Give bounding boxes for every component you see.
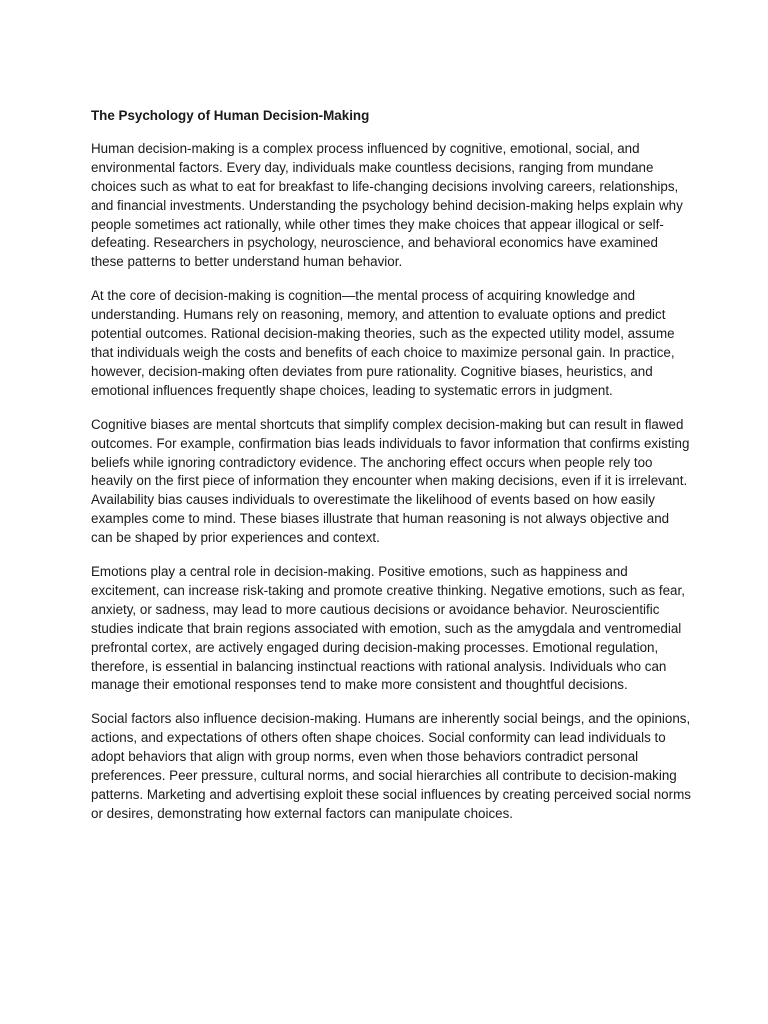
paragraph-cognition: At the core of decision-making is cognition—the mental process of acquiring knowledge and understanding. Humans rely on reasoning, memory, and attention to evaluate options and predict potential outcomes. Rational decision-making theories, such as the expected utility model, assume that individuals weigh the costs and benefits of each choice to maximize personal gain. In practice, however, decision-making often deviates from pure rationality. Cognitive biases, heuristics, and emotional influences frequently shape choices, leading to systematic errors in judgment. [91, 288, 675, 398]
document-body [91, 107, 691, 839]
document-title: The Psychology of Human Decision-Making [91, 108, 370, 123]
paragraph-social-factors: Social factors also influence decision-making. Humans are inherently social beings, and the opinions, actions, and expectations of others often shape choices. Social conformity can lead individuals to adopt behaviors that align with group norms, even when those behaviors contradict personal preferences. Peer pressure, cultural norms, and social hierarchies all contribute to decision-making patterns. Marketing and advertising exploit these social influences by creating perceived social norms or desires, demonstrating how external factors can manipulate choices. [91, 711, 691, 821]
paragraph-emotions: Emotions play a central role in decision-making. Positive emotions, such as happiness and excitement, can increase risk-taking and promote creative thinking. Negative emotions, such as fear, anxiety, or sadness, may lead to more cautious decisions or avoidance behavior. Neuroscientific studies indicate that brain regions associated with emotion, such as the amygdala and ventromedial prefrontal cortex, are actively engaged during decision-making processes. Emotional regulation, therefore, is essential in balancing instinctual reactions with rational analysis. Individuals who can manage their emotional responses tend to make more consistent and thoughtful decisions. [91, 564, 685, 693]
paragraph-cognitive-biases: Cognitive biases are mental shortcuts that simplify complex decision-making but can result in flawed outcomes. For example, confirmation bias leads individuals to favor information that confirms existing beliefs while ignoring contradictory evidence. The anchoring effect occurs when people rely too heavily on the first piece of information they encounter when making decisions, even if it is irrelevant. Availability bias causes individuals to overestimate the likelihood of events based on how easily examples come to mind. These biases illustrate that human reasoning is not always objective and can be shaped by prior experiences and context. [91, 416, 690, 546]
paragraph-introduction: Human decision-making is a complex process influenced by cognitive, emotional, social, and environmental factors. Every day, individuals make countless decisions, ranging from mundane choices such as what to eat for breakfast to life-changing decisions involving careers, relationships, and financial investments. Understanding the psychology behind decision-making helps explain why people sometimes act rationally, while other times they make choices that appear illogical or self-defeating. Researchers in psychology, neuroscience, and behavioral economics have examined these patterns to better understand human behavior. [91, 140, 683, 270]
